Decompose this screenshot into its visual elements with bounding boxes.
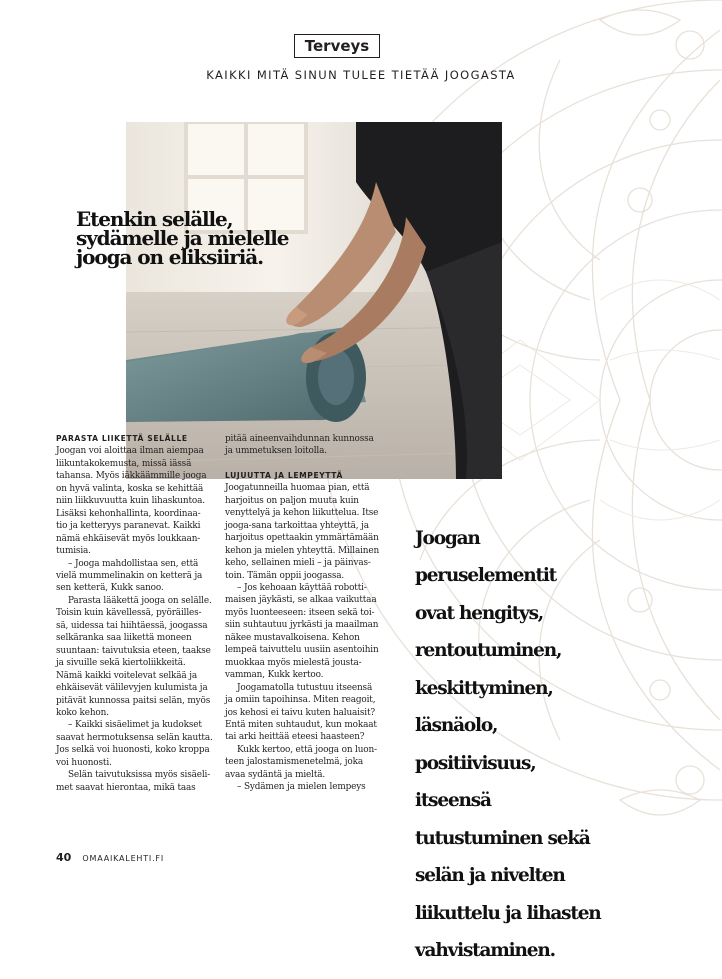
- body-line: selkäranka saa liikettä moneen: [56, 633, 192, 644]
- body-line: tai arki heittää eteesi haasteen?: [225, 732, 365, 743]
- body-column-1: [56, 433, 218, 794]
- headline-line: jooga on eliksiiriä.: [76, 245, 263, 269]
- pull-quote-line: läsnäolo,: [415, 715, 498, 736]
- body-line: näkee mustavalkoisena. Kehon: [225, 632, 360, 643]
- body-line: siin suhtautuu jyrkästi ja maailman: [225, 620, 379, 631]
- body-line: jooga-sana tarkoittaa yhteyttä, ja: [225, 520, 369, 531]
- yoga-mat-photo: [126, 122, 502, 479]
- section-tag: Terveys: [294, 34, 380, 58]
- body-line: niin liikkuvuutta kuin lihaskuntoa.: [56, 496, 205, 507]
- kicker: KAIKKI MITÄ SINUN TULEE TIETÄÄ JOOGASTA: [206, 68, 516, 82]
- body-line: keho, sellainen mieli – ja päinvas-: [225, 558, 371, 569]
- body-line: harjoitus on paljon muuta kuin: [225, 495, 359, 506]
- body-line: tahansa. Myös iäkkäämmille jooga: [56, 471, 207, 482]
- body-line: Joogamatolla tutustuu itseensä: [237, 682, 373, 693]
- body-line: Lisäksi kehonhallinta, koordinaa-: [56, 508, 201, 519]
- body-line: Entä miten suhtaudut, kun mokaat: [225, 719, 377, 730]
- pull-quote-line: rentoutuminen,: [415, 640, 562, 661]
- page-number: 40: [56, 851, 72, 864]
- body-line: myös luonteeseen: itseen sekä toi-: [225, 607, 375, 618]
- body-line: muokkaa myös mielestä jousta-: [225, 657, 362, 668]
- body-line: ehkäisevät välilevyjen kulumista ja: [56, 683, 208, 694]
- body-line: tumisia.: [56, 546, 91, 557]
- page-footer: [56, 846, 164, 865]
- body-line: ja ummetuksen loitolla.: [225, 446, 327, 457]
- headline-line: Etenkin selälle,: [76, 207, 233, 231]
- pull-quote: [415, 510, 601, 979]
- body-line: sä, uidessa tai hiihtäessä, joogassa: [56, 620, 208, 631]
- body-line: Jos selkä voi huonosti, koko kroppa: [56, 745, 210, 756]
- body-line: venyttelyä ja kehon liikuttelua. Itse: [225, 508, 379, 519]
- body-line: teen jalostamismenetelmä, joka: [225, 757, 363, 768]
- body-line: Toisin kuin kävellessä, pyöräilles-: [56, 608, 202, 619]
- body-line: vamman, Kukk kertoo.: [225, 670, 324, 681]
- body-line: – Sydämen ja mielen lempeys: [237, 782, 366, 793]
- pull-quote-line: Joogan: [415, 527, 480, 549]
- body-line: vielä mummelinakin on ketterä ja: [56, 570, 203, 581]
- body-line: Selän taivutuksissa myös sisäeli-: [68, 770, 211, 781]
- pull-quote-line: vahvistaminen.: [415, 940, 555, 961]
- body-line: ja sivuille sekä kiertoliikkeitä.: [56, 658, 186, 669]
- body-line: suuntaan: taivutuksia eteen, taakse: [56, 645, 211, 656]
- body-line: met saavat hierontaa, mikä taas: [56, 782, 196, 793]
- pull-quote-line: liikuttelu ja lihasten: [415, 902, 601, 924]
- body-line: ja omiin tapoihinsa. Miten reagoit,: [225, 695, 376, 706]
- body-line: pitävät kunnossa paitsi selän, myös: [56, 695, 211, 706]
- body-line: harjoitus opettaakin ymmärtämään: [225, 533, 379, 544]
- pull-quote-line: keskittyminen,: [415, 677, 553, 699]
- body-line: kehon ja mielen yhteyttä. Millainen: [225, 545, 380, 556]
- body-line: Nämä kaikki voitelevat selkää ja: [56, 670, 197, 681]
- pull-quote-line: selän ja nivelten: [415, 865, 565, 886]
- headline: [76, 207, 289, 269]
- pull-quote-line: positiivisuus,: [415, 752, 536, 774]
- body-line: Parasta lääkettä jooga on selälle.: [68, 595, 212, 606]
- body-line: – Jos kehoaan käyttää robotti-: [237, 582, 367, 593]
- site-name: OMAAIKALEHTI.FI: [82, 854, 164, 863]
- body-line: nämä ehkäisevät myös loukkaan-: [56, 533, 201, 544]
- body-line: toin. Tämän oppii joogassa.: [225, 570, 345, 581]
- body-line: pitää aineenvaihdunnan kunnossa: [225, 434, 374, 444]
- body-line: tio ja ketteryys paranevat. Kaikki: [56, 521, 201, 532]
- subheading: PARASTA LIIKETTÄ SELÄLLE: [56, 434, 188, 443]
- body-line: lempeä taivuttelu uusiin asentoihin: [225, 645, 379, 656]
- pull-quote-line: tutustuminen sekä: [415, 827, 590, 849]
- body-line: – Jooga mahdollistaa sen, että: [68, 558, 199, 569]
- body-line: Joogan voi aloittaa ilman aiempaa: [56, 446, 204, 457]
- body-line: Kukk kertoo, että jooga on luon-: [237, 744, 377, 755]
- pull-quote-line: ovat hengitys,: [415, 602, 544, 624]
- body-line: maisen jäykästi, se alkaa vaikuttaa: [225, 595, 377, 606]
- body-line: avaa sydäntä ja mieltä.: [225, 769, 326, 780]
- body-column-2: [225, 433, 385, 794]
- body-line: – Kaikki sisäelimet ja kudokset: [68, 720, 202, 731]
- body-line: liikuntakokemusta, missä iässä: [56, 458, 192, 469]
- body-line: koko kehon.: [56, 707, 109, 718]
- body-line: on hyvä valinta, koska se kehittää: [56, 483, 204, 494]
- body-line: jos kehosi ei taivu kuten haluaisit?: [225, 707, 375, 718]
- body-line: Joogatunneilla huomaa pian, että: [225, 483, 370, 494]
- body-line: voi huonosti.: [56, 757, 112, 768]
- body-line: sen ketterä, Kukk sanoo.: [56, 583, 164, 594]
- pull-quote-line: peruselementit: [415, 565, 557, 586]
- body-line: saavat hermotuksensa selän kautta.: [56, 732, 213, 743]
- headline-line: sydämelle ja mielelle: [76, 226, 289, 250]
- subheading: LUJUUTTA JA LEMPEYTTÄ: [225, 470, 343, 480]
- pull-quote-line: itseensä: [415, 790, 491, 811]
